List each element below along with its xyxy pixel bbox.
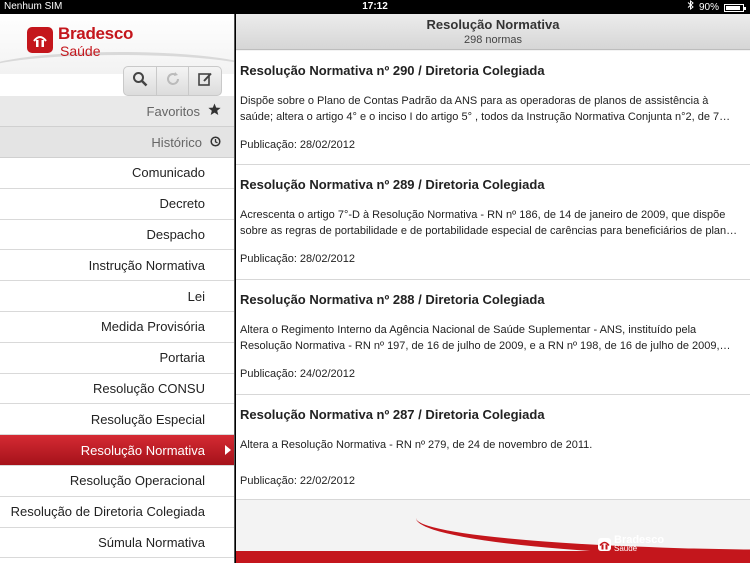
sidebar-item[interactable] xyxy=(0,528,235,559)
edit-button[interactable] xyxy=(189,67,221,95)
bradesco-logo-icon xyxy=(27,27,53,53)
brand-header xyxy=(0,14,235,74)
item-title: Resolução Normativa nº 288 / Diretoria Colegiada xyxy=(240,292,545,307)
item-description: Acrescenta o artigo 7°-D à Resolução Normativa - RN nº 186, de 14 de janeiro de 2009, que dispõe sobre as regras de portabilidade e de portabilidade especial de carências para beneficiários de plan… xyxy=(240,209,738,237)
star-icon xyxy=(208,103,221,119)
search-button[interactable] xyxy=(124,67,157,95)
sidebar-item[interactable] xyxy=(0,435,235,466)
status-time: 17:12 xyxy=(362,1,388,12)
sidebar-item-label: Resolução Operacional xyxy=(69,473,205,489)
sidebar-item-label: Súmula Normativa xyxy=(98,534,205,550)
sidebar-item-label: Portaria xyxy=(159,350,205,366)
item-description: Altera a Resolução Normativa - RN nº 279, de 24 de novembro de 2011. xyxy=(240,439,593,451)
sidebar xyxy=(0,14,235,563)
footer xyxy=(236,527,750,563)
category-menu xyxy=(0,158,235,558)
search-icon xyxy=(132,71,148,92)
sidebar-item[interactable] xyxy=(0,189,235,220)
battery-icon xyxy=(724,4,744,12)
toolbar xyxy=(123,66,222,96)
sidebar-item[interactable] xyxy=(0,374,235,405)
refresh-icon xyxy=(165,71,181,92)
favorites-label: Favoritos xyxy=(146,103,200,119)
footer-brand-name: Bradesco xyxy=(614,534,665,546)
sidebar-item-label: Instrução Normativa xyxy=(88,257,205,273)
status-bar xyxy=(0,0,750,14)
item-description: Dispõe sobre o Plano de Contas Padrão da ANS para as operadoras de planos de assistência à saúde; altera o artigo 4° e o inciso I do artigo 5° , todos da Instrução Normativa Conjunta n°2, de 7… xyxy=(240,95,731,123)
sidebar-item[interactable] xyxy=(0,281,235,312)
sidebar-item-label: Decreto xyxy=(159,196,205,212)
brand-sub: Saúde xyxy=(60,43,101,59)
sidebar-item-label: Resolução Especial xyxy=(90,411,205,427)
footer-brand-sub: Saúde xyxy=(614,544,638,553)
sidebar-item[interactable] xyxy=(0,312,235,343)
list-item[interactable] xyxy=(236,51,750,165)
item-title: Resolução Normativa nº 290 / Diretoria Colegiada xyxy=(240,63,545,78)
favorites-item[interactable] xyxy=(0,96,235,127)
sidebar-item-label: Despacho xyxy=(146,226,205,242)
sidebar-item[interactable] xyxy=(0,343,235,374)
footer-logo xyxy=(598,535,664,553)
history-item[interactable] xyxy=(0,127,235,158)
item-publication: Publicação: 28/02/2012 xyxy=(240,253,355,265)
list-item[interactable] xyxy=(236,280,750,395)
bluetooth-icon xyxy=(687,0,694,15)
sidebar-item-label: Medida Provisória xyxy=(100,319,205,335)
page-title: Resolução Normativa xyxy=(426,17,560,32)
sidebar-item[interactable] xyxy=(0,250,235,281)
norm-count: 298 normas xyxy=(463,34,523,46)
sidebar-item[interactable] xyxy=(0,404,235,435)
sidebar-item[interactable] xyxy=(0,497,235,528)
brand-name: Bradesco xyxy=(58,24,134,43)
sidebar-item-label: Comunicado xyxy=(132,165,205,181)
sidebar-item[interactable] xyxy=(0,158,235,189)
main-header xyxy=(236,14,750,50)
status-right xyxy=(687,0,744,15)
battery-percent: 90% xyxy=(698,1,719,13)
clock-icon xyxy=(210,135,221,150)
list-item[interactable] xyxy=(236,395,750,500)
sidebar-item-label: Resolução de Diretoria Colegiada xyxy=(10,504,205,520)
item-publication: Publicação: 28/02/2012 xyxy=(240,139,355,151)
bradesco-logo-icon xyxy=(598,538,611,551)
list-item[interactable] xyxy=(236,165,750,280)
item-publication: Publicação: 22/02/2012 xyxy=(240,475,355,487)
sidebar-item-label: Resolução CONSU xyxy=(93,380,205,396)
history-label: Histórico xyxy=(151,134,202,150)
carrier-label: Nenhum SIM xyxy=(4,1,63,12)
sidebar-item[interactable] xyxy=(0,466,235,497)
chevron-right-icon xyxy=(225,445,231,455)
sidebar-item[interactable] xyxy=(0,220,235,251)
item-publication: Publicação: 24/02/2012 xyxy=(240,368,355,380)
item-title: Resolução Normativa nº 289 / Diretoria Colegiada xyxy=(240,177,545,192)
item-description: Altera o Regimento Interno da Agência Nacional de Saúde Suplementar - ANS, instituído pela Resolução Normativa - RN nº 197, de 16 de julho de 2009, e a RN nº 198, de 16 de julho de 2009,… xyxy=(240,324,731,352)
refresh-button[interactable] xyxy=(157,67,190,95)
item-title: Resolução Normativa nº 287 / Diretoria Colegiada xyxy=(240,407,545,422)
edit-icon xyxy=(197,71,213,92)
sidebar-item-label: Lei xyxy=(187,288,205,304)
sidebar-item-label: Resolução Normativa xyxy=(80,442,205,458)
main-panel xyxy=(236,14,750,563)
